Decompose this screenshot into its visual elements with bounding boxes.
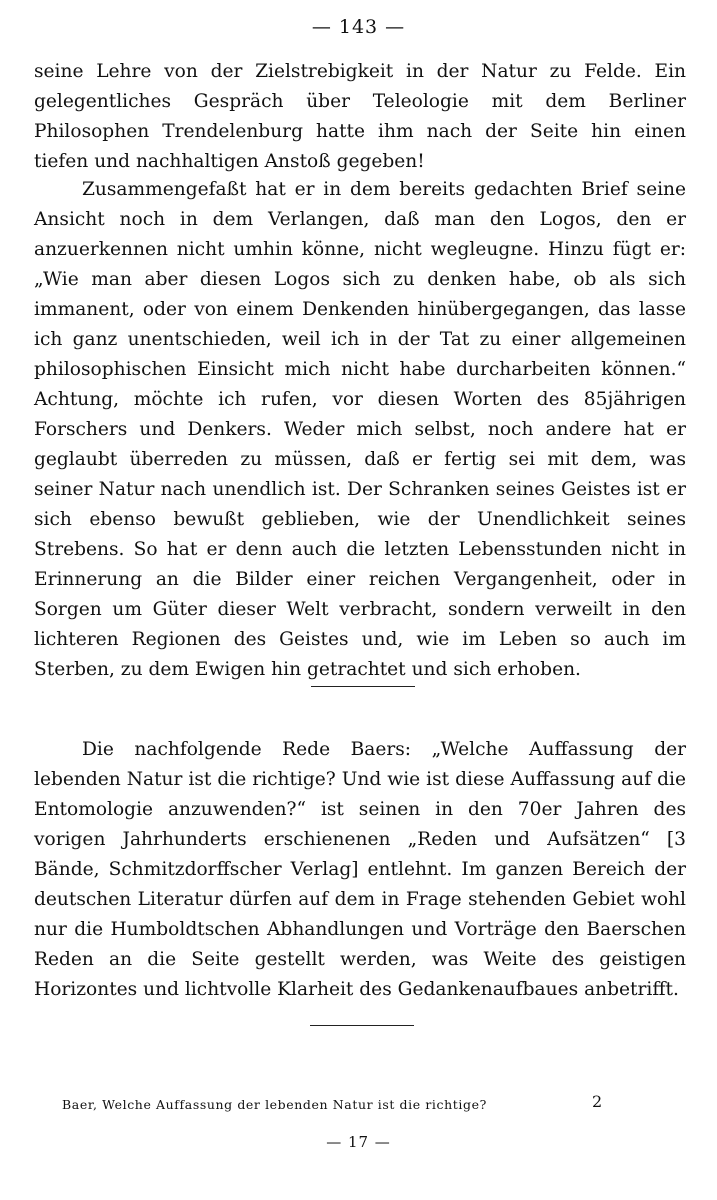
paragraph-baer-logos: [34, 175, 686, 685]
printer-signature-mark: 2: [592, 1092, 603, 1111]
running-title-footer: Baer, Welche Auffassung der lebenden Natur ist die richtige?: [62, 1097, 487, 1112]
page-number-top: — 143 —: [311, 16, 406, 38]
paragraph-3-text: Die nachfolgende Rede Baers: „Welche Auffassung der lebenden Natur ist die richtige? Und wie ist diese Auffassung auf die Entomologie anzuwenden?“ ist seinen in den 70er Jahren des vorigen Jahrhunderts erschienenen „Reden und Aufsätzen“ [3 Bände, Schmitzdorffscher Verlag] entlehnt. Im ganzen Bereich der deutschen Literatur dürfen auf dem in Frage stehenden Gebiet wohl nur die Humboldtschen Abhandlungen und Vorträge den Baerschen Reden an die Seite gestellt werden, was Weite des geistigen Horizontes und lichtvolle Klarheit des Gedankenaufbaues anbetrifft.: [34, 739, 686, 1000]
paragraph-1-text: seine Lehre von der Zielstrebigkeit in der Natur zu Felde. Ein gelegentliches Gespräch über Teleologie mit dem Berliner Philosophen Trendelenburg hatte ihm nach der Seite hin einen tiefen und nachhaltigen Anstoß gegeben!: [34, 61, 686, 172]
paragraph-speech-intro: [34, 735, 686, 1005]
end-divider-rule: [310, 1025, 414, 1026]
paragraph-continuation: [34, 57, 686, 177]
paragraph-2-text: Zusammengefaßt hat er in dem bereits gedachten Brief seine Ansicht noch in dem Verlangen, daß man den Logos, den er anzuerkennen nicht umhin könne, nicht wegleugne. Hinzu fügt er: „Wie man aber diesen Logos sich zu denken habe, ob als sich immanent, oder von einem Denkenden hinübergegangen, das lasse ich ganz unentschieden, weil ich in der Tat zu einer allgemeinen philosophischen Einsicht mich nicht habe durcharbeiten können.“ Achtung, möchte ich rufen, vor diesen Worten des 85jährigen Forschers und Denkers. Weder mich selbst, noch andere hat er geglaubt überreden zu müssen, daß er fertig sei mit dem, was seiner Natur nach unendlich ist. Der Schranken seines Geistes ist er sich ebenso bewußt geblieben, wie der Unendlichkeit seines Strebens. So hat er denn auch die letzten Lebensstunden nicht in Erinnerung an die Bilder einer reichen Vergangenheit, oder in Sorgen um Güter dieser Welt verbracht, sondern verweilt in den lichteren Regionen des Geistes und, wie im Leben so auch im Sterben, zu dem Ewigen hin getrachtet und sich erhoben.: [34, 179, 686, 680]
section-divider-rule: [311, 686, 415, 687]
page-number-bottom: — 17 —: [326, 1133, 391, 1151]
